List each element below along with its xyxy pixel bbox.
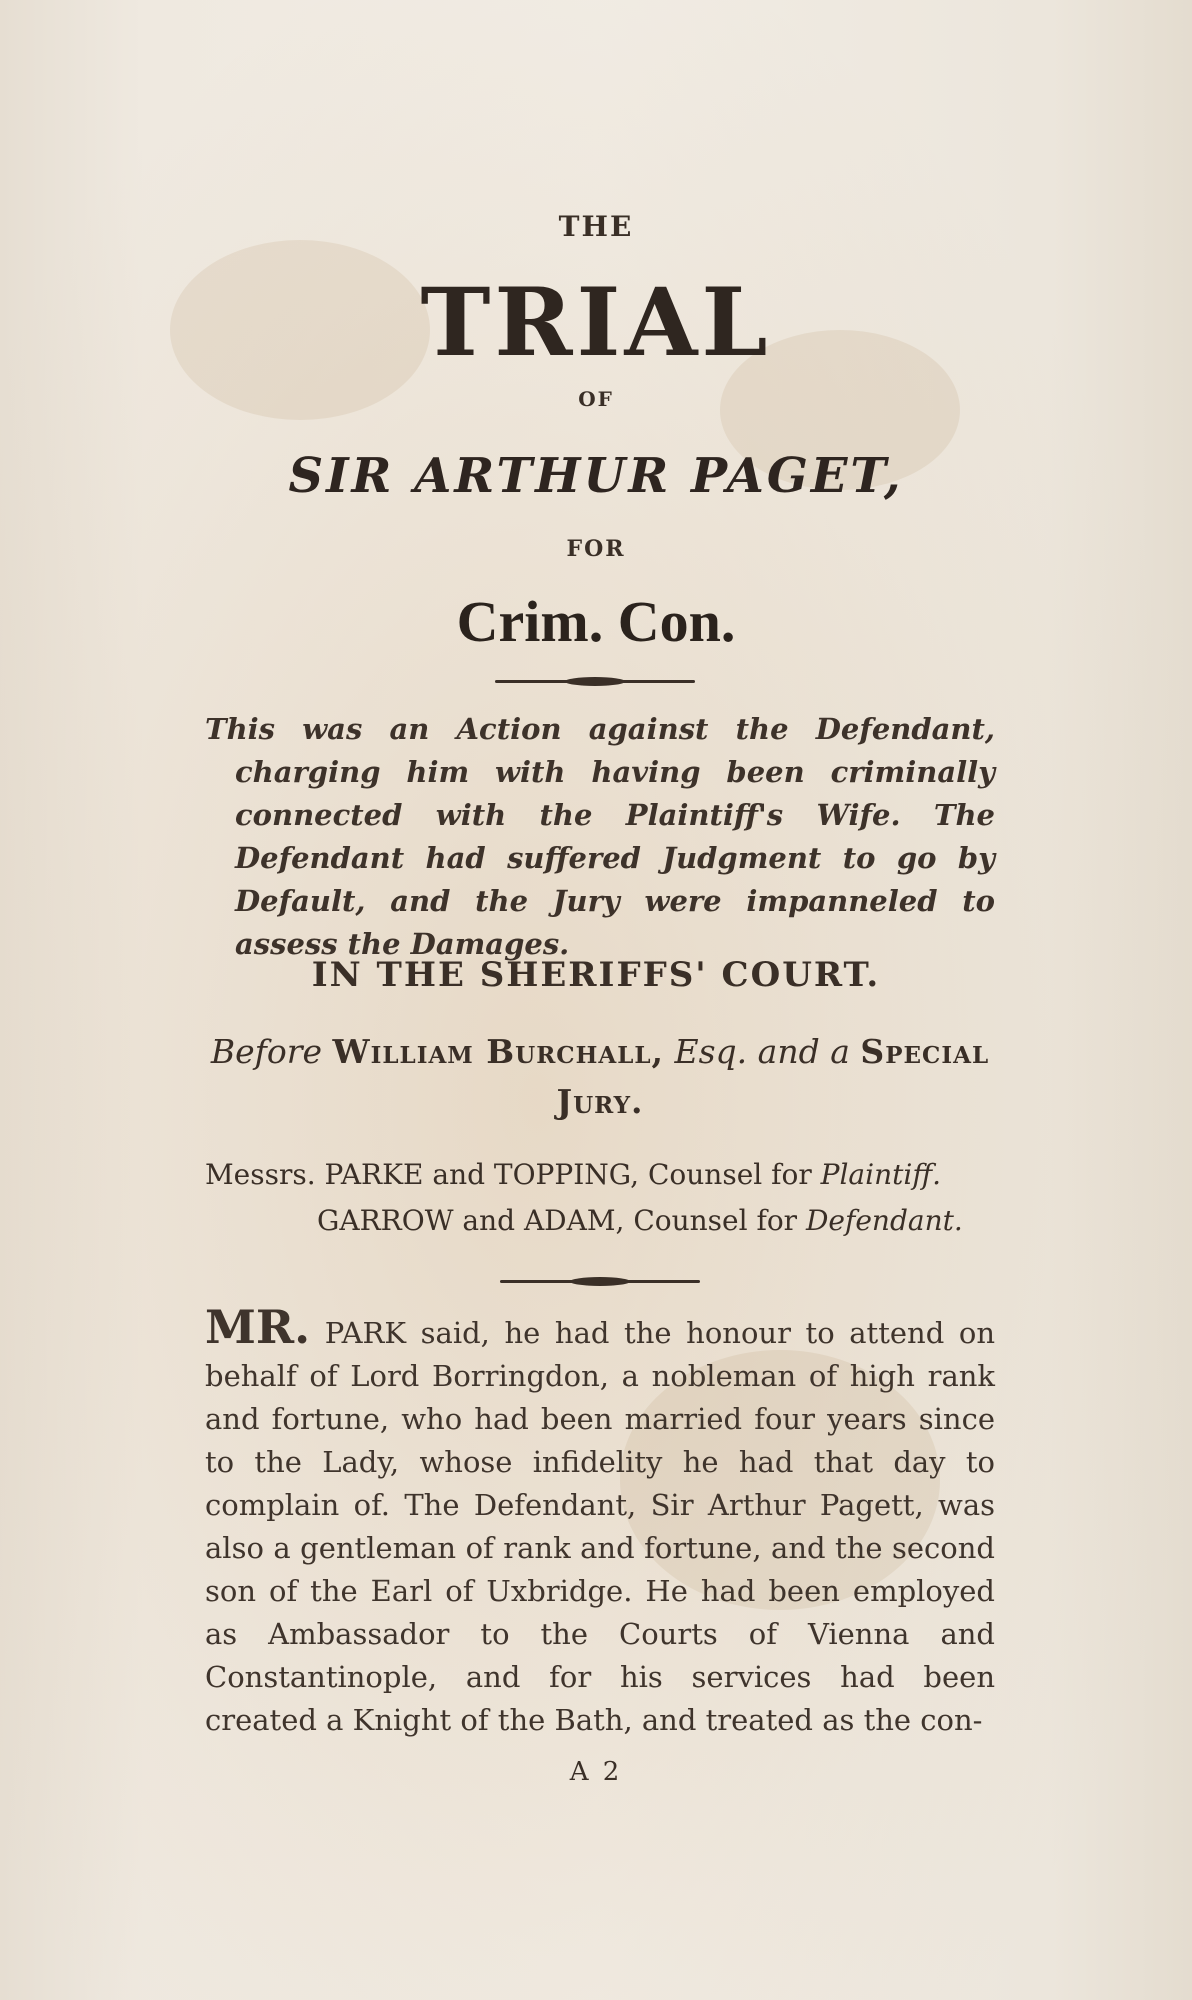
defendant-counsel-names: GARROW and ADAM,	[317, 1204, 625, 1237]
counsel-list	[205, 1152, 995, 1244]
ornamental-rule	[500, 1280, 700, 1283]
judge-name: William Burchall,	[332, 1032, 665, 1071]
defendant-counsel-role: Counsel for	[633, 1204, 798, 1237]
plaintiff-counsel-names: PARKE and TOPPING,	[324, 1158, 640, 1191]
before-and-a: and a	[757, 1032, 850, 1071]
plaintiff-label: Plaintiff.	[820, 1158, 942, 1191]
opening-paragraph	[205, 1300, 995, 1742]
defendant-counsel	[205, 1198, 995, 1244]
title-for: FOR	[566, 536, 626, 562]
title-of: OF	[578, 387, 614, 411]
plaintiff-counsel	[205, 1152, 995, 1198]
drop-cap: MR.	[205, 1300, 311, 1354]
title-trial: TRIAL	[420, 268, 772, 378]
title-defendant-name: SIR ARTHUR PAGET,	[288, 448, 904, 504]
title-crime: Crim. Con.	[456, 589, 736, 654]
opening-paragraph-text: PARK said, he had the honour to attend on behalf of Lord Borringdon, a nobleman of high rank and fortune, who had been married four years since to the Lady, whose infidelity he had that day to complain of. The Defendant, Sir Arthur Pagett, was also a gentleman of rank and fortune, and the second son of the Earl of Uxbridge. He had been employed as Ambassador to the Courts of Vienna and Constantinople, and for his services had been created a Knight of the Bath, and treated as the con-	[205, 1316, 995, 1737]
case-summary-text: This was an Action against the Defendant, charging him with having been criminally connected with the Plaintiff's Wife. The Defendant had suffered Judgment to go by Default, and the Jury were impanneled to assess the Damages.	[205, 712, 995, 961]
defendant-label: Defendant.	[805, 1204, 963, 1237]
messrs-label: Messrs.	[205, 1158, 316, 1191]
judge-esq: Esq.	[674, 1032, 748, 1071]
before-judge	[205, 1027, 995, 1127]
ornamental-rule	[495, 680, 695, 683]
court-heading: IN THE SHERIFFS' COURT.	[311, 955, 881, 995]
special-jury: Special Jury.	[556, 1032, 990, 1121]
signature-mark: A 2	[569, 1757, 623, 1787]
before-prefix: Before	[210, 1032, 323, 1071]
plaintiff-counsel-role: Counsel for	[647, 1158, 812, 1191]
case-summary	[205, 708, 995, 966]
title-the: THE	[558, 210, 634, 243]
